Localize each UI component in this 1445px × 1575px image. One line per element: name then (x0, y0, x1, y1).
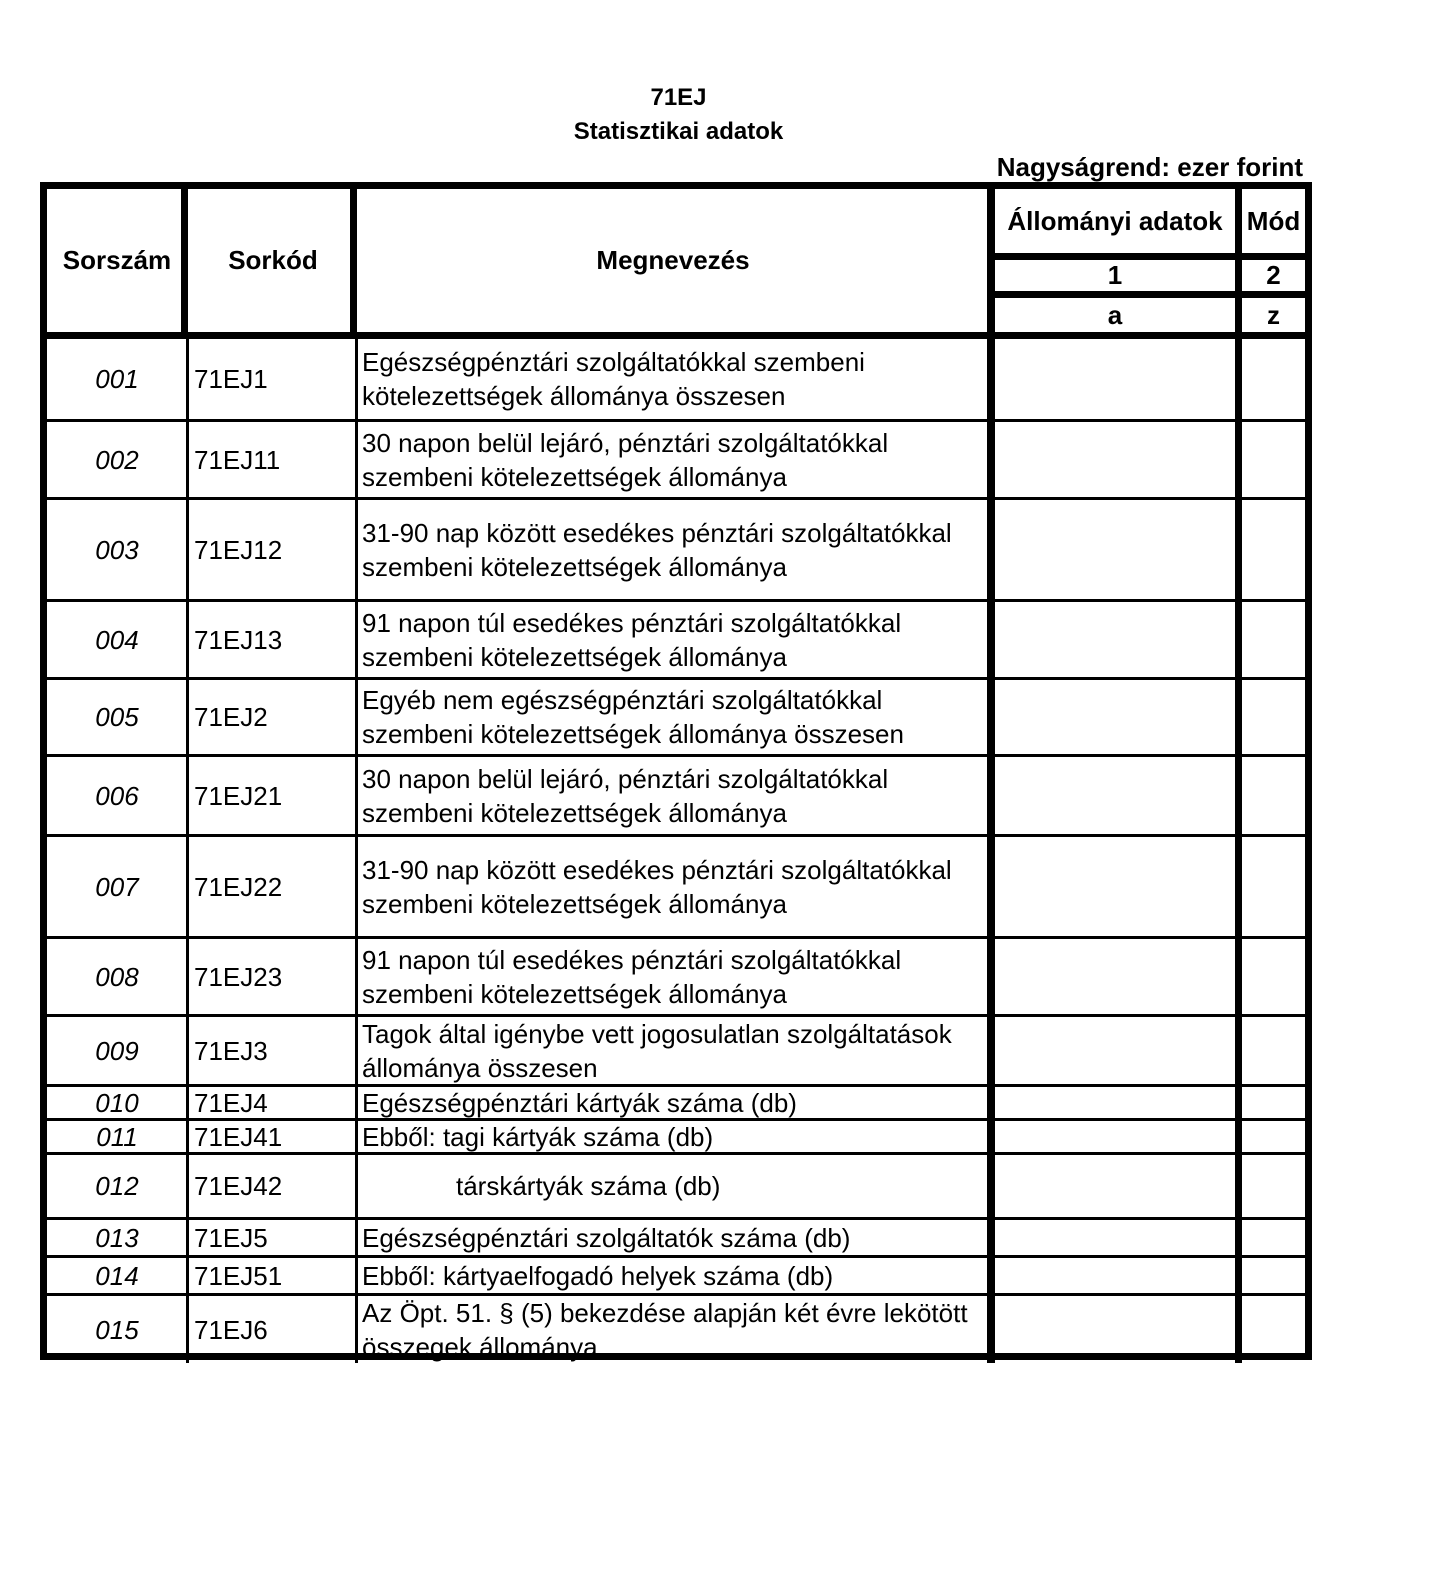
value-cell-mod[interactable] (1242, 1258, 1305, 1293)
value-cell-allomanyi[interactable] (995, 602, 1235, 677)
table-row (47, 1220, 1305, 1258)
col-header-allomanyi: Állományi adatok (1007, 205, 1223, 236)
divider (1235, 939, 1242, 1014)
row-number: 015 (95, 1314, 139, 1345)
col-header-sorkod: Sorkód (228, 245, 318, 275)
row-code: 71EJ2 (194, 702, 268, 732)
value-cell-allomanyi[interactable] (995, 757, 1235, 834)
col-number-1: 1 (1107, 260, 1123, 290)
divider (186, 1258, 189, 1293)
divider (1235, 757, 1242, 834)
divider (186, 1087, 189, 1118)
row-number: 010 (95, 1087, 139, 1118)
value-cell-allomanyi[interactable] (995, 1220, 1235, 1255)
divider (987, 1258, 995, 1293)
divider (355, 1220, 358, 1255)
value-cell-allomanyi[interactable] (995, 1017, 1235, 1084)
divider (186, 1220, 189, 1255)
divider (987, 339, 995, 419)
divider (1235, 1087, 1242, 1118)
row-name: Az Öpt. 51. § (5) bekezdése alapján két évre lekötött összegek állománya (362, 1297, 968, 1362)
row-number: 001 (95, 364, 139, 394)
row-name: 31-90 nap között esedékes pénztári szolgáltatókkal szembeni kötelezettségek állománya (362, 854, 952, 919)
value-cell-mod[interactable] (1242, 1296, 1305, 1363)
row-name: 30 napon belül lejáró, pénztári szolgáltatókkal szembeni kötelezettségek állománya (362, 763, 889, 828)
table-row (47, 757, 1305, 837)
divider (995, 253, 1305, 260)
table-row (47, 1087, 1305, 1121)
divider (1235, 680, 1242, 754)
statistics-table (40, 182, 1312, 1360)
divider (350, 189, 357, 332)
value-cell-allomanyi[interactable] (995, 939, 1235, 1014)
row-name: Egyéb nem egészségpénztári szolgáltatókkal szembeni kötelezettségek állománya összesen (362, 685, 904, 749)
table-row (47, 1017, 1305, 1087)
divider (1235, 1155, 1242, 1217)
value-cell-mod[interactable] (1242, 680, 1305, 754)
divider (355, 1258, 358, 1293)
divider (355, 602, 358, 677)
divider (355, 1087, 358, 1118)
row-name: Ebből: kártyaelfogadó helyek száma (db) (362, 1260, 834, 1291)
row-number: 012 (95, 1171, 139, 1201)
divider (987, 422, 995, 497)
table-header (47, 189, 1305, 339)
table-row (47, 1155, 1305, 1220)
divider (186, 339, 189, 419)
divider (355, 837, 358, 936)
divider (355, 422, 358, 497)
row-number: 004 (95, 624, 139, 655)
value-cell-mod[interactable] (1242, 1121, 1305, 1152)
divider (1235, 1017, 1242, 1084)
table-row (47, 837, 1305, 939)
table-row (47, 500, 1305, 602)
value-cell-allomanyi[interactable] (995, 1121, 1235, 1152)
value-cell-allomanyi[interactable] (995, 837, 1235, 936)
value-cell-mod[interactable] (1242, 1017, 1305, 1084)
divider (987, 837, 995, 936)
row-name: Tagok által igénybe vett jogosulatlan szolgáltatások állománya összesen (362, 1018, 952, 1083)
divider (186, 500, 189, 599)
col-letter-a: a (1107, 299, 1123, 330)
row-number: 007 (95, 871, 139, 902)
row-name: társkártyák száma (db) (456, 1171, 721, 1201)
divider (987, 1155, 995, 1217)
divider (186, 837, 189, 936)
row-number: 008 (95, 961, 139, 992)
divider (355, 1121, 358, 1152)
value-cell-allomanyi[interactable] (995, 1296, 1235, 1363)
row-code: 71EJ13 (194, 624, 283, 655)
value-cell-mod[interactable] (1242, 500, 1305, 599)
row-name: Egészségpénztári szolgáltatókkal szembeni kötelezettségek állománya összesen (362, 347, 865, 411)
divider (355, 680, 358, 754)
row-name: 91 napon túl esedékes pénztári szolgáltatókkal szembeni kötelezettségek állománya (362, 944, 902, 1009)
divider (355, 757, 358, 834)
row-code: 71EJ22 (194, 871, 283, 902)
divider (987, 939, 995, 1014)
table-row (47, 422, 1305, 500)
divider (1235, 422, 1242, 497)
row-code: 71EJ21 (194, 780, 283, 811)
divider (1235, 339, 1242, 419)
row-name: Ebből: tagi kártyák száma (db) (362, 1121, 714, 1152)
value-cell-mod[interactable] (1242, 757, 1305, 834)
value-cell-mod[interactable] (1242, 602, 1305, 677)
divider (1235, 602, 1242, 677)
divider (355, 1296, 358, 1363)
divider (987, 680, 995, 754)
row-name: 91 napon túl esedékes pénztári szolgáltatókkal szembeni kötelezettségek állománya (362, 607, 902, 672)
divider (355, 1155, 358, 1217)
divider (987, 1017, 995, 1084)
divider (987, 602, 995, 677)
divider (1235, 837, 1242, 936)
col-header-sorszam: Sorszám (62, 245, 172, 275)
divider (1235, 1258, 1242, 1293)
table-row (47, 939, 1305, 1017)
divider (186, 1296, 189, 1363)
table-row (47, 680, 1305, 757)
table-row (47, 339, 1305, 422)
divider (181, 189, 188, 332)
divider (186, 680, 189, 754)
row-number: 006 (95, 780, 139, 811)
table-row (47, 1258, 1305, 1296)
row-code: 71EJ42 (194, 1171, 283, 1201)
unit-label: Nagyságrend: ezer forint (996, 152, 1303, 182)
value-cell-mod[interactable] (1242, 1087, 1305, 1118)
row-code: 71EJ5 (194, 1222, 268, 1253)
divider (987, 757, 995, 834)
row-code: 71EJ4 (194, 1087, 268, 1118)
divider (186, 939, 189, 1014)
row-number: 013 (95, 1222, 139, 1253)
divider (987, 1296, 995, 1363)
value-cell-allomanyi[interactable] (995, 422, 1235, 497)
divider (987, 500, 995, 599)
divider (1235, 500, 1242, 599)
divider (1235, 1121, 1242, 1152)
divider (186, 1155, 189, 1217)
value-cell-mod[interactable] (1242, 939, 1305, 1014)
divider (1235, 1220, 1242, 1255)
col-header-megnevezes: Megnevezés (596, 245, 750, 275)
value-cell-mod[interactable] (1242, 339, 1305, 419)
row-number: 002 (95, 444, 139, 475)
row-number: 014 (95, 1260, 139, 1291)
divider (186, 422, 189, 497)
divider (355, 339, 358, 419)
value-cell-allomanyi[interactable] (995, 339, 1235, 419)
row-code: 71EJ51 (194, 1260, 283, 1291)
row-code: 71EJ41 (194, 1121, 283, 1152)
value-cell-allomanyi[interactable] (995, 500, 1235, 599)
value-cell-allomanyi[interactable] (995, 1155, 1235, 1217)
row-code: 71EJ12 (194, 534, 283, 565)
divider (1235, 189, 1242, 332)
divider (186, 1017, 189, 1084)
divider (987, 1121, 995, 1152)
value-cell-mod[interactable] (1242, 1155, 1305, 1217)
value-cell-allomanyi[interactable] (995, 1087, 1235, 1118)
divider (995, 291, 1305, 298)
row-name: 30 napon belül lejáró, pénztári szolgáltatókkal szembeni kötelezettségek állománya (362, 427, 889, 492)
value-cell-mod[interactable] (1242, 422, 1305, 497)
value-cell-allomanyi[interactable] (995, 680, 1235, 754)
row-number: 005 (95, 702, 139, 732)
divider (987, 189, 995, 332)
value-cell-allomanyi[interactable] (995, 1258, 1235, 1293)
col-header-mod: Mód (1246, 205, 1301, 236)
table-row (47, 1121, 1305, 1155)
row-name: 31-90 nap között esedékes pénztári szolgáltatókkal szembeni kötelezettségek állománya (362, 517, 952, 582)
row-name: Egészségpénztári kártyák száma (db) (362, 1087, 797, 1118)
divider (355, 939, 358, 1014)
row-code: 71EJ11 (194, 444, 281, 475)
divider (987, 1087, 995, 1118)
table-row (47, 602, 1305, 680)
col-letter-z: z (1267, 299, 1280, 330)
row-code: 71EJ23 (194, 961, 283, 992)
row-number: 011 (96, 1121, 138, 1152)
divider (987, 1220, 995, 1255)
value-cell-mod[interactable] (1242, 1220, 1305, 1255)
form-title: Statisztikai adatok (573, 118, 784, 145)
row-code: 71EJ1 (194, 364, 268, 394)
row-number: 009 (95, 1035, 139, 1066)
divider (355, 1017, 358, 1084)
value-cell-mod[interactable] (1242, 837, 1305, 936)
divider (186, 757, 189, 834)
row-name: Egészségpénztári szolgáltatók száma (db) (362, 1222, 851, 1253)
form-code: 71EJ (650, 84, 707, 111)
col-number-2: 2 (1266, 260, 1281, 290)
divider (355, 500, 358, 599)
row-code: 71EJ3 (194, 1035, 268, 1066)
divider (186, 1121, 189, 1152)
divider (1235, 1296, 1242, 1363)
row-code: 71EJ6 (194, 1314, 268, 1345)
divider (186, 602, 189, 677)
table-row (47, 1296, 1305, 1363)
row-number: 003 (95, 534, 139, 565)
